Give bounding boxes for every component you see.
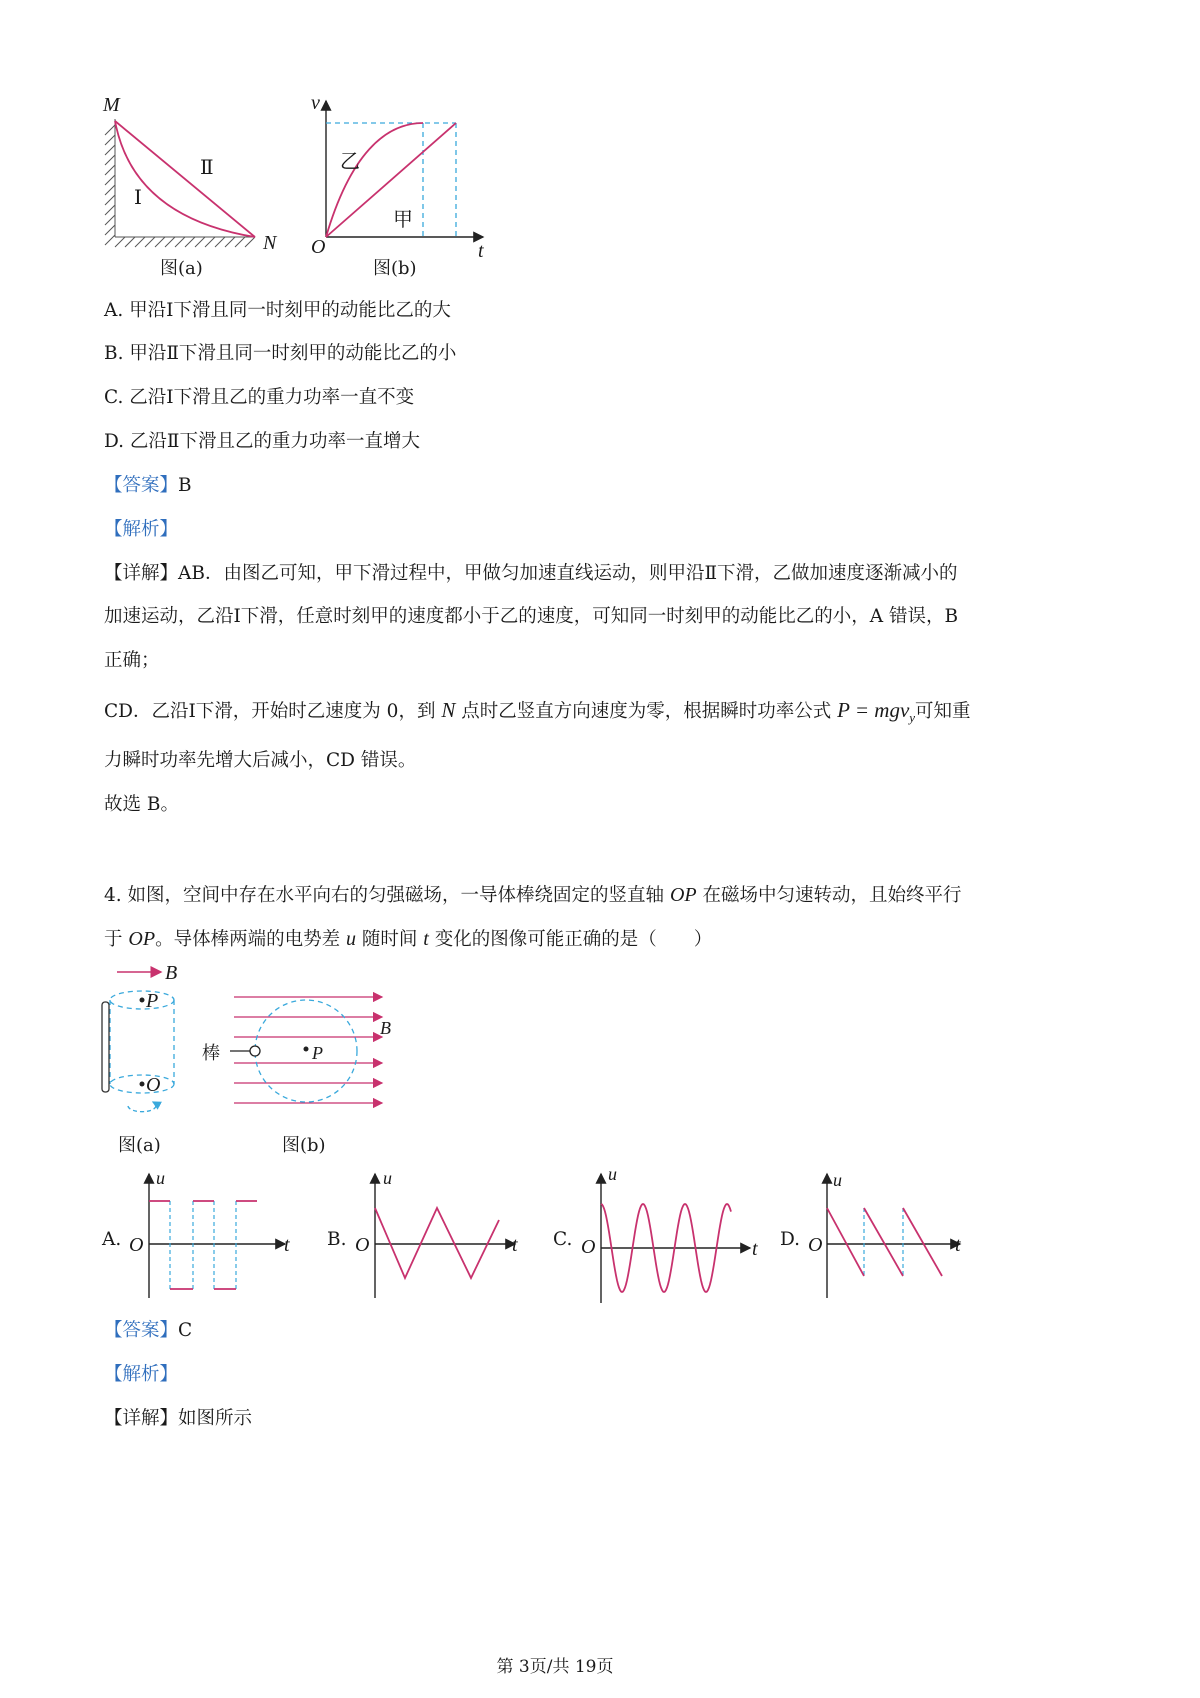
axis-OP-2: OP [128,928,156,950]
label-N: N [263,232,277,254]
answer-q3 [104,473,192,499]
q4-stem-2a: 于 [104,929,123,950]
label-yi: 乙 [340,151,360,173]
graph-d-letter: D. [780,1229,801,1250]
formula-main: P = mgv [837,698,910,722]
var-u: u [345,928,356,950]
graph-c-letter: C. [553,1229,573,1250]
option-d: D. 乙沿Ⅱ下滑且乙的重力功率一直增大 [104,431,421,452]
power-formula [837,698,916,726]
point-N: N [441,698,456,722]
answer-tag-q4: 【答案】 [104,1320,179,1341]
analysis-q4 [104,1362,178,1388]
label-path-II: Ⅱ [200,157,214,179]
detail-q3-line5: 力瞬时功率先增大后减小，CD 错误。 [104,750,417,771]
detail-tag-q4: 【详解】 [104,1408,179,1429]
q4-stem-1b: 在磁场中匀速转动，且始终平行 [702,885,962,906]
graph-a-letter: A. [102,1229,122,1250]
analysis-q3 [104,517,178,543]
label-jia: 甲 [393,209,413,231]
label-path-I: Ⅰ [134,187,142,209]
detail-text-1: AB．由图乙可知，甲下滑过程中，甲做匀加速直线运动，则甲沿Ⅱ下滑，乙做加速度逐渐减小的 [178,563,958,584]
q4-stem-1a: 4. 如图，空间中存在水平向右的匀强磁场，一导体棒绕固定的竖直轴 [104,885,665,906]
conclusion-q3: 故选 B。 [104,794,179,815]
option-c: C. 乙沿Ⅰ下滑且乙的重力功率一直不变 [104,387,415,408]
label-B-b: B [380,1018,391,1038]
graph-d-t: t [955,1234,961,1256]
label-t-axis: t [478,240,484,262]
label-v-axis: v [311,92,320,114]
label-origin: O [311,236,326,258]
caption-fig4-a: 图(a) [118,1135,161,1156]
caption-fig4-b: 图(b) [282,1135,326,1156]
detail-text-q4: 如图所示 [178,1408,253,1429]
label-rod: 棒 [202,1043,220,1064]
graph-a-t: t [284,1234,290,1256]
graph-c-u: u [608,1164,617,1184]
graph-b-u: u [383,1168,392,1188]
label-P-b: P [312,1043,323,1063]
option-b: B. 甲沿Ⅱ下滑且同一时刻甲的动能比乙的小 [104,343,457,364]
q4-stem-2c: 随时间 [361,929,418,950]
label-B-a: B [165,962,178,984]
page-footer: 第 3页/共 19页 [496,1657,614,1677]
graph-c-O: O [581,1236,596,1258]
graph-d-u: u [833,1170,842,1190]
label-M: M [103,94,120,116]
var-t: t [423,928,429,950]
answer-value-q4: C [178,1320,193,1341]
graph-c-t: t [752,1238,758,1260]
detail-text-4a: CD．乙沿Ⅰ下滑，开始时乙速度为 0，到 [104,701,436,722]
detail-text-4b: 点时乙竖直方向速度为零，根据瞬时功率公式 [461,701,832,722]
figure-q4-a [95,960,205,1130]
answer-value: B [178,475,192,496]
analysis-tag-q4: 【解析】 [104,1364,179,1385]
label-O-a: O [146,1074,161,1096]
q4-stem-line2 [104,926,712,953]
label-P-a: P [146,990,159,1012]
graph-b-O: O [355,1234,370,1256]
detail-q3-line2: 加速运动，乙沿Ⅰ下滑，任意时刻甲的速度都小于乙的速度，可知同一时刻甲的动能比乙的小，A 错误，B [104,606,959,627]
detail-q4 [104,1406,252,1432]
answer-tag: 【答案】 [104,475,179,496]
graph-b-t: t [512,1234,518,1256]
detail-q3-line4 [104,697,971,731]
detail-text-4c: 可知重 [915,701,971,722]
caption-fig-a: 图(a) [160,258,203,279]
q4-stem-2b: 。导体棒两端的电势差 [155,929,341,950]
option-a: A. 甲沿Ⅰ下滑且同一时刻甲的动能比乙的大 [104,300,451,321]
formula-sub: y [909,710,916,726]
axis-OP: OP [669,884,697,906]
q4-stem-line1 [104,882,962,909]
detail-tag: 【详解】 [104,563,179,584]
analysis-tag: 【解析】 [104,519,179,540]
q4-stem-2d: 变化的图像可能正确的是（ ） [434,929,713,950]
graph-a-O: O [129,1234,144,1256]
figure-q3-b [305,95,495,265]
detail-q3-line1 [104,561,958,587]
graph-a-u: u [156,1168,165,1188]
graph-d-O: O [808,1234,823,1256]
detail-q3-line3: 正确； [104,650,160,671]
graph-c [590,1168,765,1308]
caption-fig-b: 图(b) [373,258,417,279]
graph-b-letter: B. [327,1229,347,1250]
answer-q4 [104,1318,192,1344]
